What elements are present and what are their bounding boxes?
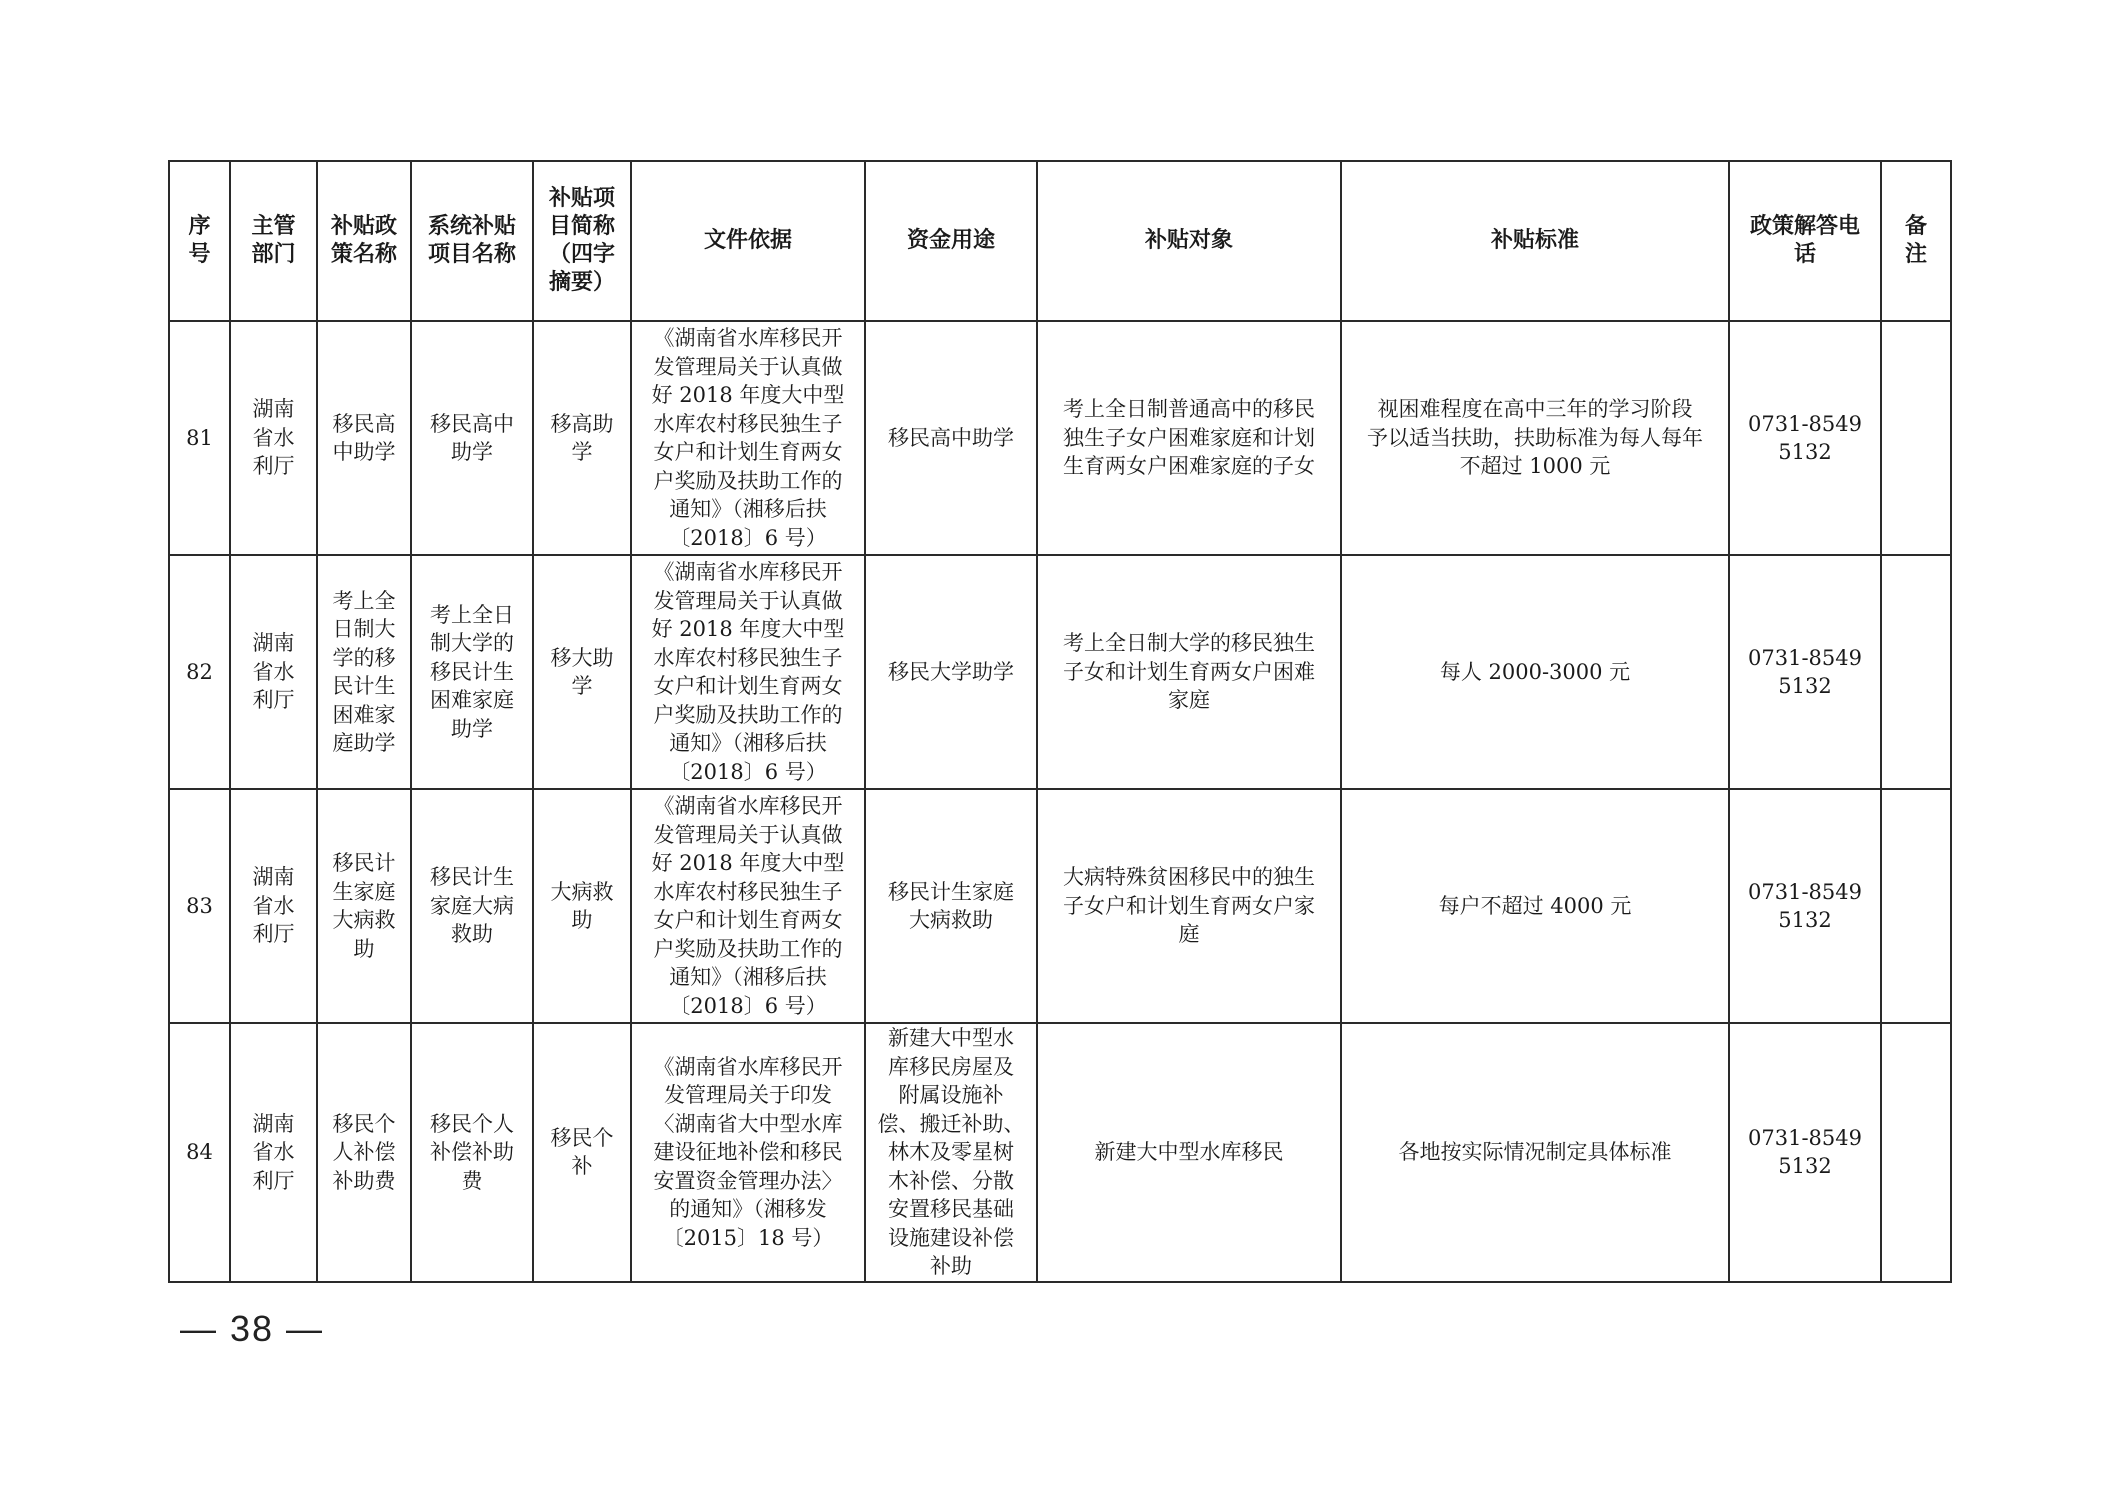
cell-dept: 湖南 省水 利厅 (230, 321, 317, 555)
cell-remark (1881, 1023, 1951, 1282)
cell-remark (1881, 789, 1951, 1023)
cell-standard: 视困难程度在高中三年的学习阶段 予以适当扶助，扶助标准为每人每年 不超过 1000 元 (1341, 321, 1729, 555)
cell-dept: 湖南 省水 利厅 (230, 555, 317, 789)
cell-basis: 《湖南省水库移民开 发管理局关于印发 〈湖南省大中型水库 建设征地补偿和移民 安置资金管理办法〉 的通知》（湘移发 〔2015〕18 号） (631, 1023, 865, 1282)
cell-seq: 83 (169, 789, 230, 1023)
cell-usage: 移民计生家庭 大病救助 (865, 789, 1037, 1023)
header-phone: 政策解答电 话 (1729, 161, 1881, 321)
cell-system-item: 考上全日 制大学的 移民计生 困难家庭 助学 (411, 555, 533, 789)
cell-system-item: 移民计生 家庭大病 救助 (411, 789, 533, 1023)
page-number: — 38 — (180, 1308, 325, 1349)
cell-target: 考上全日制大学的移民独生 子女和计划生育两女户困难 家庭 (1037, 555, 1341, 789)
cell-phone: 0731-8549 5132 (1729, 555, 1881, 789)
cell-phone: 0731-8549 5132 (1729, 789, 1881, 1023)
cell-policy-name: 移民高 中助学 (317, 321, 411, 555)
cell-policy-name: 考上全 日制大 学的移 民计生 困难家 庭助学 (317, 555, 411, 789)
header-short-name: 补贴项 目简称 （四字 摘要） (533, 161, 631, 321)
header-target: 补贴对象 (1037, 161, 1341, 321)
cell-policy-name: 移民计 生家庭 大病救 助 (317, 789, 411, 1023)
cell-standard: 各地按实际情况制定具体标准 (1341, 1023, 1729, 1282)
cell-basis: 《湖南省水库移民开 发管理局关于认真做 好 2018 年度大中型 水库农村移民独生子 女户和计划生育两女 户奖励及扶助工作的 通知》（湘移后扶 〔2018〕6 号） (631, 321, 865, 555)
header-remark: 备 注 (1881, 161, 1951, 321)
cell-seq: 84 (169, 1023, 230, 1282)
cell-short-name: 大病救 助 (533, 789, 631, 1023)
table-row (169, 1023, 1951, 1282)
table-header-row (169, 161, 1951, 321)
cell-target: 新建大中型水库移民 (1037, 1023, 1341, 1282)
cell-remark (1881, 555, 1951, 789)
subsidy-policy-table (168, 160, 1952, 1283)
cell-phone: 0731-8549 5132 (1729, 321, 1881, 555)
cell-standard: 每人 2000-3000 元 (1341, 555, 1729, 789)
cell-dept: 湖南 省水 利厅 (230, 1023, 317, 1282)
cell-usage: 移民大学助学 (865, 555, 1037, 789)
cell-target: 大病特殊贫困移民中的独生 子女户和计划生育两女户家 庭 (1037, 789, 1341, 1023)
cell-system-item: 移民高中 助学 (411, 321, 533, 555)
cell-short-name: 移民个 补 (533, 1023, 631, 1282)
header-policy-name: 补贴政 策名称 (317, 161, 411, 321)
cell-short-name: 移大助 学 (533, 555, 631, 789)
header-usage: 资金用途 (865, 161, 1037, 321)
header-system-item: 系统补贴 项目名称 (411, 161, 533, 321)
table-row (169, 789, 1951, 1023)
cell-usage: 新建大中型水 库移民房屋及 附属设施补 偿、搬迁补助、 林木及零星树 木补偿、分散 安置移民基础 设施建设补偿 补助 (865, 1023, 1037, 1282)
table-row (169, 321, 1951, 555)
cell-dept: 湖南 省水 利厅 (230, 789, 317, 1023)
cell-usage: 移民高中助学 (865, 321, 1037, 555)
cell-seq: 81 (169, 321, 230, 555)
cell-basis: 《湖南省水库移民开 发管理局关于认真做 好 2018 年度大中型 水库农村移民独生子 女户和计划生育两女 户奖励及扶助工作的 通知》（湘移后扶 〔2018〕6 号） (631, 789, 865, 1023)
cell-policy-name: 移民个 人补偿 补助费 (317, 1023, 411, 1282)
cell-standard: 每户不超过 4000 元 (1341, 789, 1729, 1023)
cell-system-item: 移民个人 补偿补助 费 (411, 1023, 533, 1282)
cell-phone: 0731-8549 5132 (1729, 1023, 1881, 1282)
cell-target: 考上全日制普通高中的移民 独生子女户困难家庭和计划 生育两女户困难家庭的子女 (1037, 321, 1341, 555)
cell-basis: 《湖南省水库移民开 发管理局关于认真做 好 2018 年度大中型 水库农村移民独生子 女户和计划生育两女 户奖励及扶助工作的 通知》（湘移后扶 〔2018〕6 号） (631, 555, 865, 789)
table-row (169, 555, 1951, 789)
header-dept: 主管 部门 (230, 161, 317, 321)
cell-remark (1881, 321, 1951, 555)
header-standard: 补贴标准 (1341, 161, 1729, 321)
header-basis: 文件依据 (631, 161, 865, 321)
cell-seq: 82 (169, 555, 230, 789)
header-seq: 序 号 (169, 161, 230, 321)
cell-short-name: 移高助 学 (533, 321, 631, 555)
